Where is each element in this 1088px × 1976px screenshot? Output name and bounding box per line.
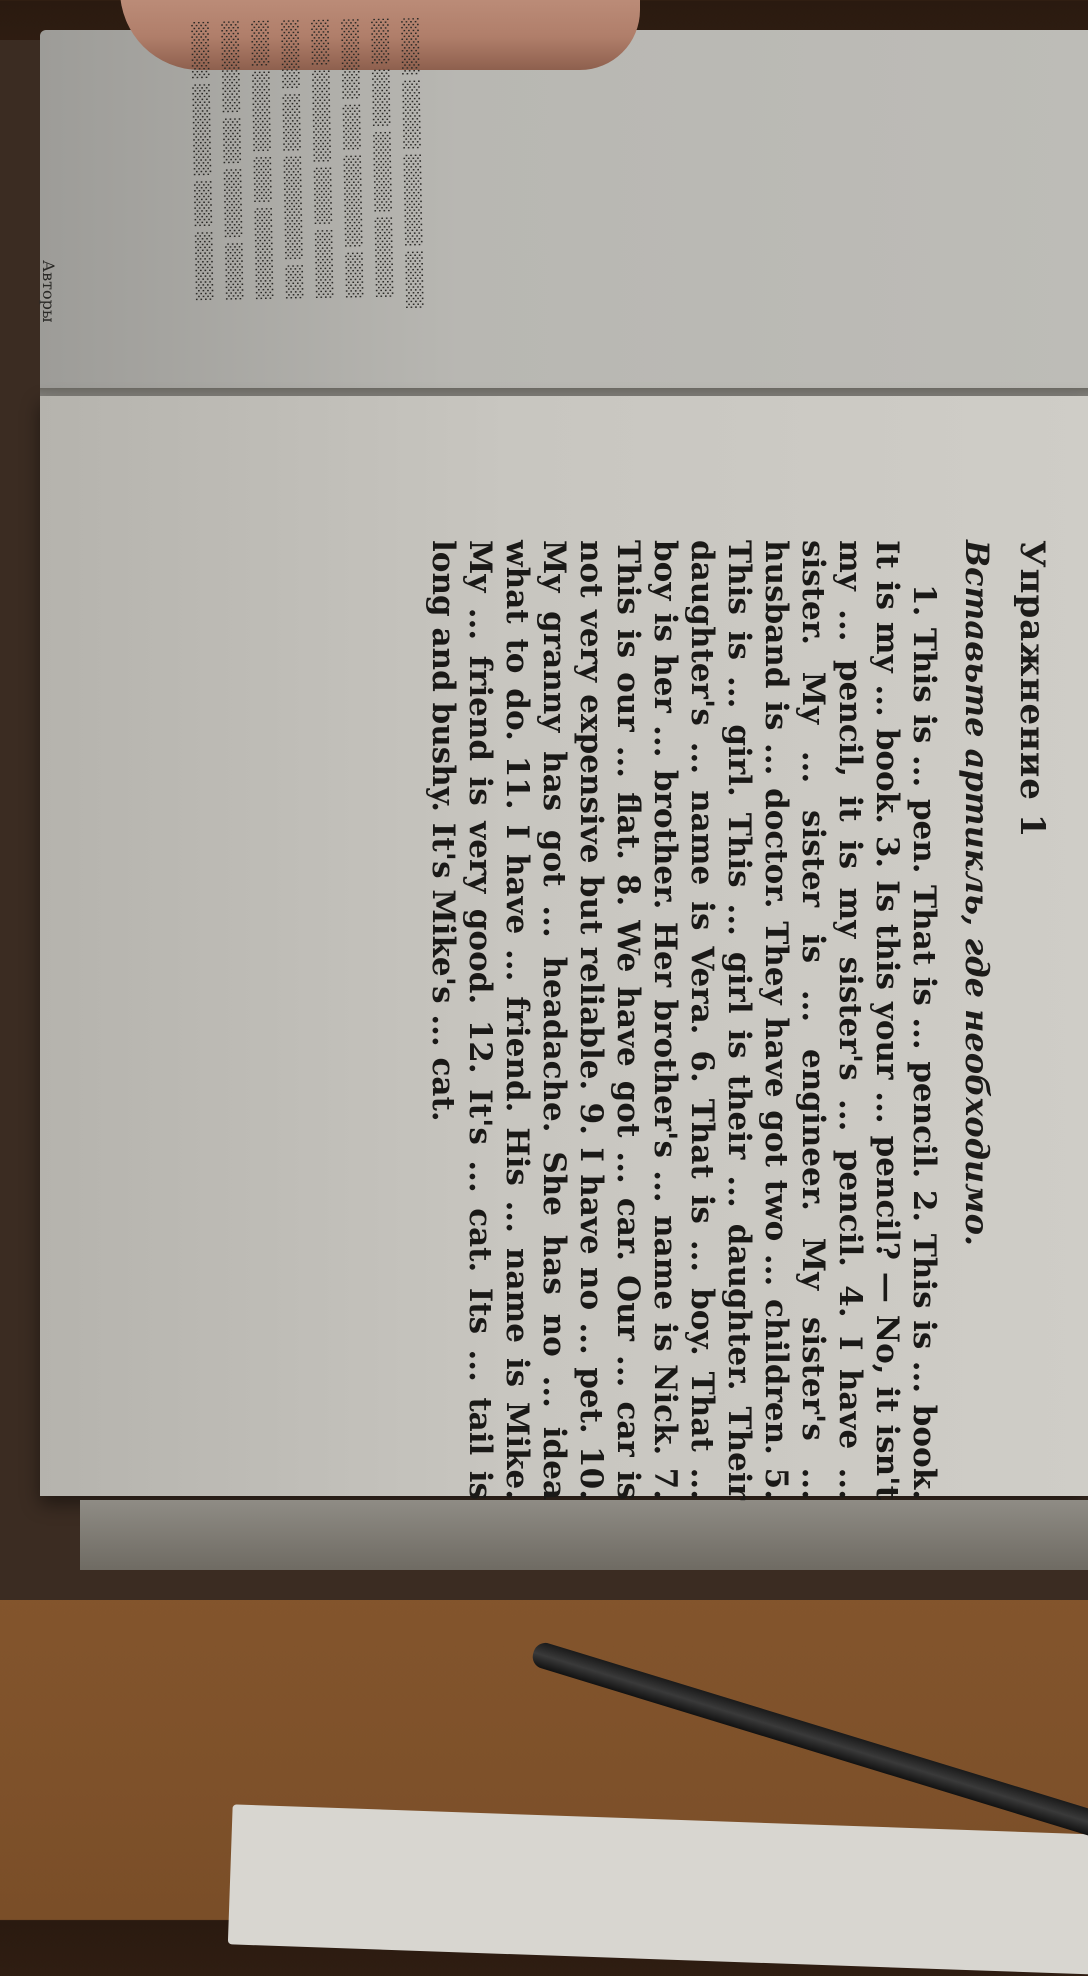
facing-page-text (185, 18, 432, 402)
exercise-text: 1. This is ... pen. That is ... pencil. 2. This is ... book. It is my ... book. 3. Is this your ... pencil? — No, it isn't my ... pencil, it is my sister's ... pencil. 4. I have ... sister. My ... sister is ... engineer. My sister's ... husband is ... doctor. They have got two ... children. 5. This is ... girl. This ... girl is their ... daughter. Their daughter's ... name is Vera. 6. That is ... boy. That ... boy is her ... brother. Her brother's ... name is Nick. 7. This is our ... flat. 8. We have got ... car. Our ... car is not very expensive but reliable. 9. I have no ... pet. 10. My granny has got ... headache. She has no ... idea what to do. 11. I have ... friend. His ... name is Mike. My ... friend is very good. 12. It's ... cat. Its ... tail is long and bushy. It's Mike's ... cat. (425, 540, 942, 1500)
blurred-line: ░░░░ ░░░░░░░░ ░░░░░ ░░░░░░ (310, 19, 334, 300)
blurred-line: ░░░░░ ░░░░░░░░ ░░░░ ░░░░░░ (190, 21, 214, 302)
blurred-line: ░░░░ ░░░░░░░ ░░░░ ░░░░░░░░ (250, 20, 274, 301)
blurred-line: ░░░░░░░ ░░░░ ░░░░░░░░ ░░░░ (340, 19, 364, 299)
blurred-line: ░░░░░░░░ ░░░░ ░░░░░░ ░░░░░ (220, 21, 244, 302)
blurred-line: ░░░░ ░░░░░ ░░░░░░░ ░░░░░░░ (370, 18, 394, 299)
exercise-instruction: Вставьте артикль, где необходимо. (958, 540, 996, 1247)
blurred-line: ░░░░░░ ░░░░░ ░░░░░░░░░ ░░░ (280, 20, 304, 301)
blurred-line: ░░░░░ ░░░░░░ ░░░░░░░░ ░░░░░ (400, 18, 424, 310)
facing-page-signature: Авторы (39, 260, 58, 323)
exercise-title: Упражнение 1 (1012, 540, 1052, 839)
